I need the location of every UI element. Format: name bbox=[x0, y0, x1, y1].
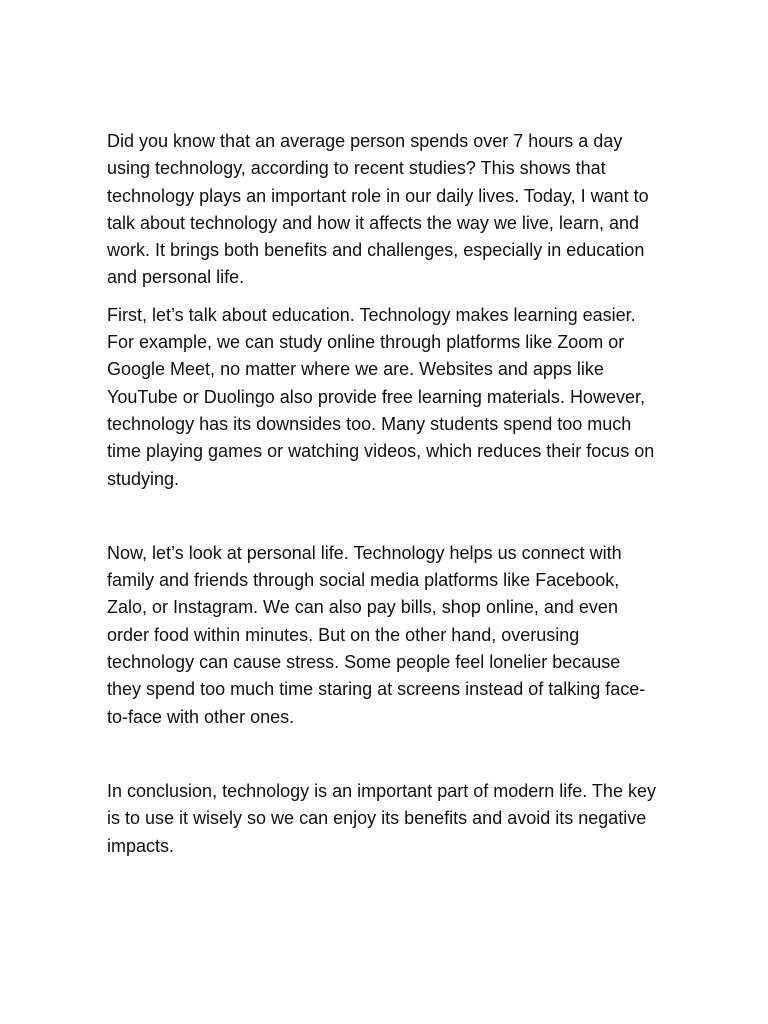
paragraph-introduction: Did you know that an average person spends over 7 hours a day using technology, according to recent studies? This shows that technology plays an important role in our daily lives. Today, I want to talk about technology and how it affects the way we live, learn, and work. It brings both benefits and challenges, especially in education and personal life. bbox=[107, 131, 649, 288]
paragraph-spacer bbox=[107, 292, 659, 302]
document-body bbox=[107, 128, 659, 860]
paragraph-spacer bbox=[107, 493, 659, 540]
paragraph-spacer bbox=[107, 731, 659, 778]
paragraph-personal-life: Now, let’s look at personal life. Technology helps us connect with family and friends through social media platforms like Facebook, Zalo, or Instagram. We can also pay bills, shop online, and even order food within minutes. But on the other hand, overusing technology can cause stress. Some people feel lonelier because they spend too much time staring at screens instead of talking face-to-face with other ones. bbox=[107, 542, 646, 727]
paragraph-education: First, let’s talk about education. Technology makes learning easier. For example, we can study online through platforms like Zoom or Google Meet, no matter where we are. Websites and apps like YouTube or Duolingo also provide free learning materials. However, technology has its downsides too. Many students spend too much time playing games or watching videos, which reduces their focus on studying. bbox=[107, 304, 655, 489]
paragraph-conclusion: In conclusion, technology is an important part of modern life. The key is to use it wisely so we can enjoy its benefits and avoid its negative impacts. bbox=[107, 780, 656, 856]
